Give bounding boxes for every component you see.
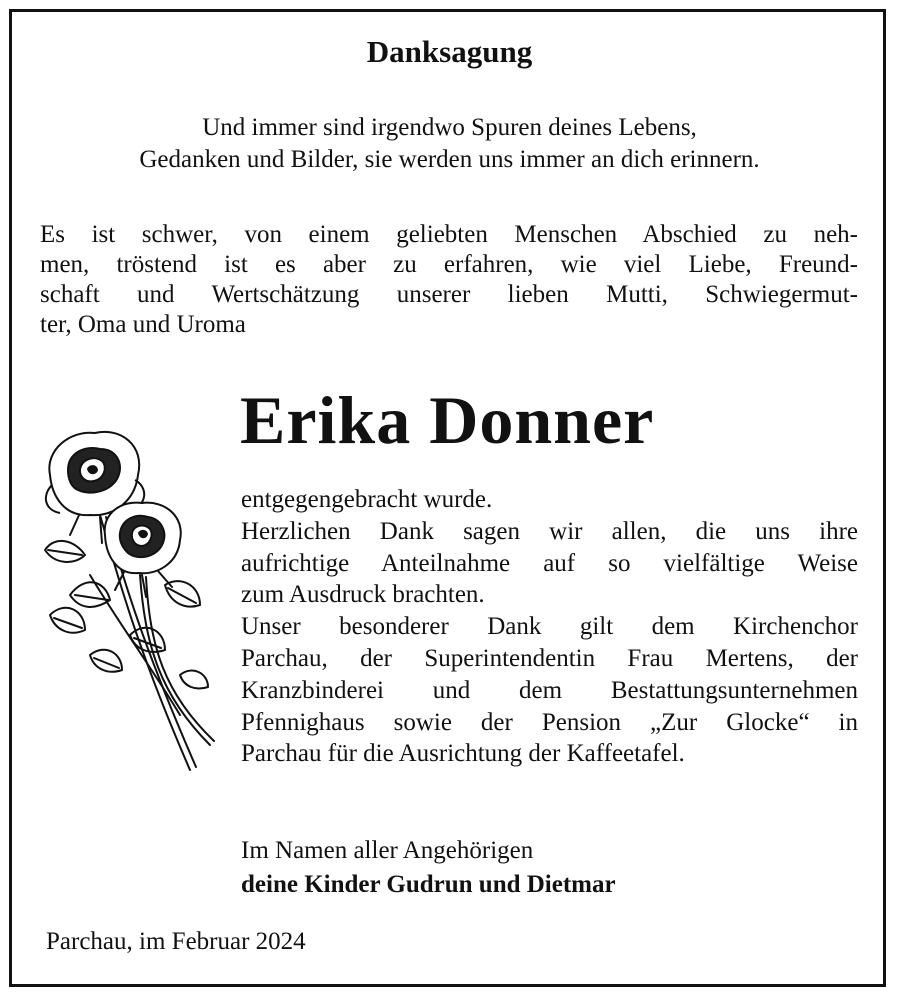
- body-line: Parchau für die Ausrichtung der Kaffeetafel.: [241, 740, 685, 768]
- body-line: Pfennighaus sowie der Pension „Zur Glocke“ in: [241, 708, 858, 736]
- signature-intro: Im Namen aller Angehörigen: [241, 837, 534, 864]
- body-line: Kranzbinderei und dem Bestattungsunternehmen: [241, 676, 858, 704]
- verse-line: Und immer sind irgendwo Spuren deines Lebens,: [202, 114, 697, 141]
- notice-heading: Danksagung: [366, 34, 533, 69]
- rose-illustration-icon: [30, 425, 220, 780]
- body-line: Herzlichen Dank sagen wir allen, die uns ihre: [241, 517, 858, 545]
- intro-line: ter, Oma und Uroma: [40, 311, 246, 338]
- body-line: Parchau, der Superintendentin Frau Mertens, der: [241, 644, 858, 672]
- body-line: Unser besonderer Dank gilt dem Kirchenchor: [241, 613, 858, 641]
- intro-line: schaft und Wertschätzung unserer lieben Mutti, Schwiegermut-: [40, 281, 858, 308]
- signature-block: [241, 834, 858, 902]
- body-line: zum Ausdruck brachten.: [241, 581, 485, 609]
- body-line: aufrichtige Anteilnahme auf so vielfältige Weise: [241, 549, 858, 577]
- place-and-date: Parchau, im Februar 2024: [46, 928, 306, 955]
- verse-line: Gedanken und Bilder, sie werden uns immer an dich erinnern.: [139, 146, 760, 173]
- gratitude-paragraph: [241, 484, 858, 770]
- intro-paragraph: [40, 220, 858, 340]
- deceased-name: Erika Donner: [240, 382, 655, 458]
- intro-line: Es ist schwer, von einem geliebten Menschen Abschied zu neh-: [40, 221, 858, 248]
- body-line: entgegengebracht wurde.: [241, 486, 493, 513]
- verse: [0, 112, 899, 176]
- signature-names: deine Kinder Gudrun und Dietmar: [241, 871, 616, 898]
- intro-line: men, tröstend ist es aber zu erfahren, wie viel Liebe, Freund-: [40, 251, 858, 278]
